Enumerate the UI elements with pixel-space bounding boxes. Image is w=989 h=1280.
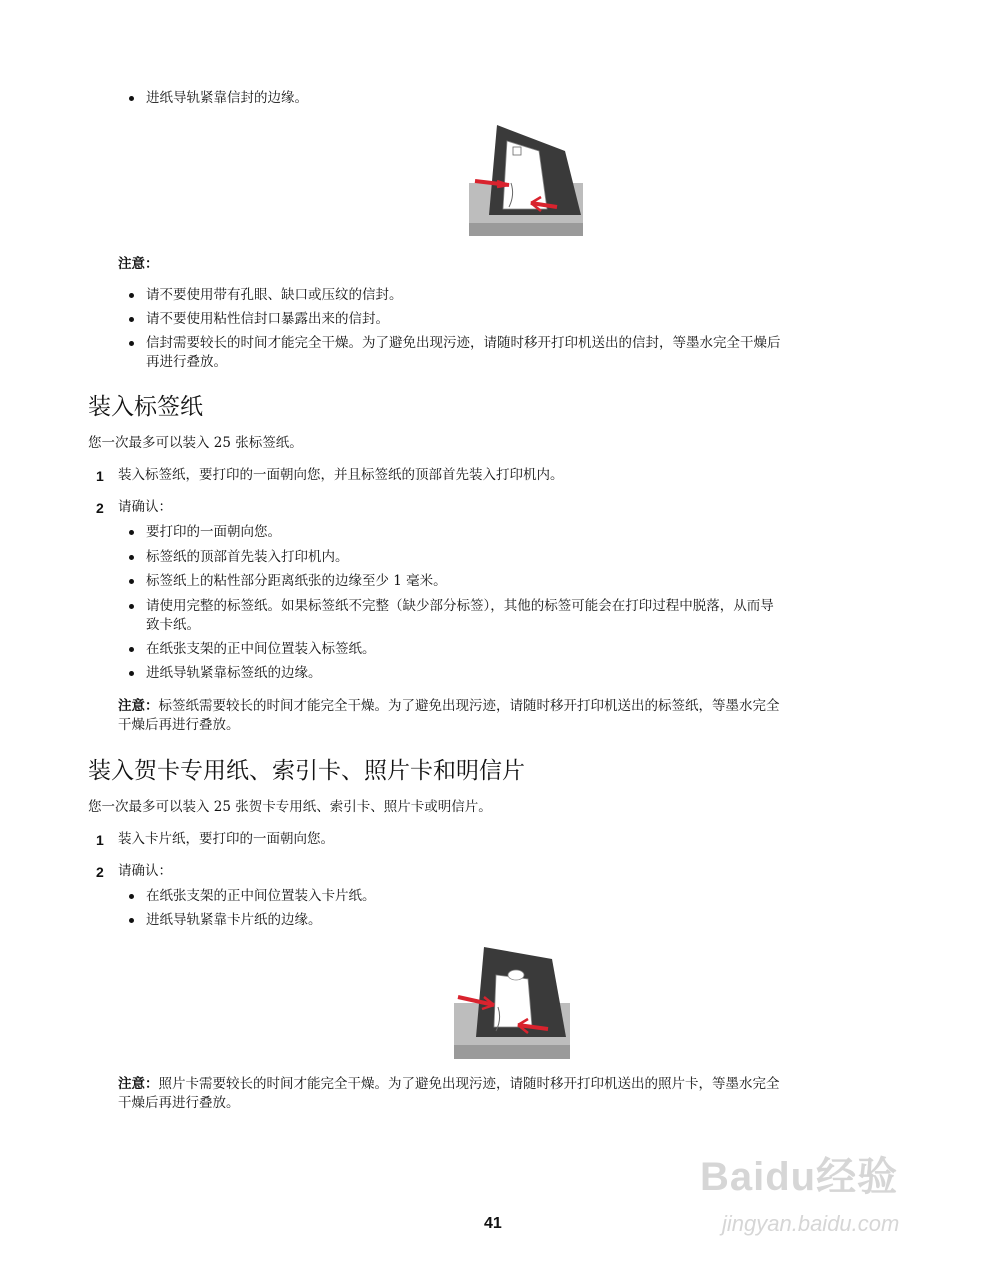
envelope-note-label: 注意： — [118, 256, 159, 272]
envelope-note-3-cont: 再进行叠放。 — [146, 354, 227, 370]
labels-note-label: 注意： — [118, 698, 159, 714]
cards-note-text-1: 照片卡需要较长的时间才能完全干燥。为了避免出现污迹，请随时移开打印机送出的照片卡，等墨水完全 — [158, 1076, 780, 1092]
labels-note-text-1: 标签纸需要较长的时间才能完全干燥。为了避免出现污迹，请随时移开打印机送出的标签纸，等墨水完全 — [158, 698, 780, 714]
envelope-note-2: 请不要使用粘性信封口暴露出来的信封。 — [146, 310, 389, 330]
watermark-brand: Baidu经验 — [700, 1155, 899, 1199]
cards-note-text-2: 干燥后再进行叠放。 — [118, 1095, 240, 1111]
cards-step-1-number: 1 — [96, 832, 104, 848]
labels-step-1-text: 装入标签纸，要打印的一面朝向您，并且标签纸的顶部首先装入打印机内。 — [118, 467, 564, 483]
cards-note-label: 注意： — [118, 1076, 159, 1092]
labels-step-1-number: 1 — [96, 468, 104, 484]
labels-bullet-4-cont: 致卡纸。 — [146, 617, 200, 633]
labels-intro: 您一次最多可以装入 25 张标签纸。 — [88, 435, 303, 451]
cards-step-1-text: 装入卡片纸，要打印的一面朝向您。 — [118, 831, 334, 847]
cards-bullet-2: 进纸导轨紧靠卡片纸的边缘。 — [146, 911, 322, 931]
labels-note-text-2: 干燥后再进行叠放。 — [118, 717, 240, 733]
labels-bullet-3: 标签纸上的粘性部分距离纸张的边缘至少 1 毫米。 — [146, 572, 447, 592]
envelope-note-3: 信封需要较长的时间才能完全干燥。为了避免出现污迹，请随时移开打印机送出的信封，等墨水完全干燥后 — [146, 334, 781, 354]
labels-note — [118, 697, 780, 717]
envelope-loading-figure — [469, 123, 583, 236]
cards-step-2-number: 2 — [96, 864, 104, 880]
cards-section-title: 装入贺卡专用纸、索引卡、照片卡和明信片 — [88, 758, 525, 784]
labels-step-2-text: 请确认： — [118, 499, 172, 515]
cards-intro: 您一次最多可以装入 25 张贺卡专用纸、索引卡、照片卡或明信片。 — [88, 799, 492, 815]
cards-bullet-1: 在纸张支架的正中间位置装入卡片纸。 — [146, 887, 376, 907]
labels-bullet-6: 进纸导轨紧靠标签纸的边缘。 — [146, 664, 322, 684]
card-loading-figure — [454, 945, 570, 1059]
cards-note — [118, 1075, 780, 1095]
envelope-guide-bullet: 进纸导轨紧靠信封的边缘。 — [146, 89, 308, 109]
page-number: 41 — [484, 1215, 502, 1232]
watermark-url: jingyan.baidu.com — [722, 1211, 900, 1236]
envelope-note-1: 请不要使用带有孔眼、缺口或压纹的信封。 — [146, 286, 403, 306]
cards-step-2-text: 请确认： — [118, 863, 172, 879]
labels-bullet-4: 请使用完整的标签纸。如果标签纸不完整（缺少部分标签），其他的标签可能会在打印过程中脱落，从而导 — [146, 597, 774, 617]
labels-bullet-2: 标签纸的顶部首先装入打印机内。 — [146, 548, 349, 568]
labels-step-2-number: 2 — [96, 500, 104, 516]
labels-bullet-5: 在纸张支架的正中间位置装入标签纸。 — [146, 640, 376, 660]
labels-bullet-1: 要打印的一面朝向您。 — [146, 523, 281, 543]
labels-section-title: 装入标签纸 — [88, 394, 203, 420]
